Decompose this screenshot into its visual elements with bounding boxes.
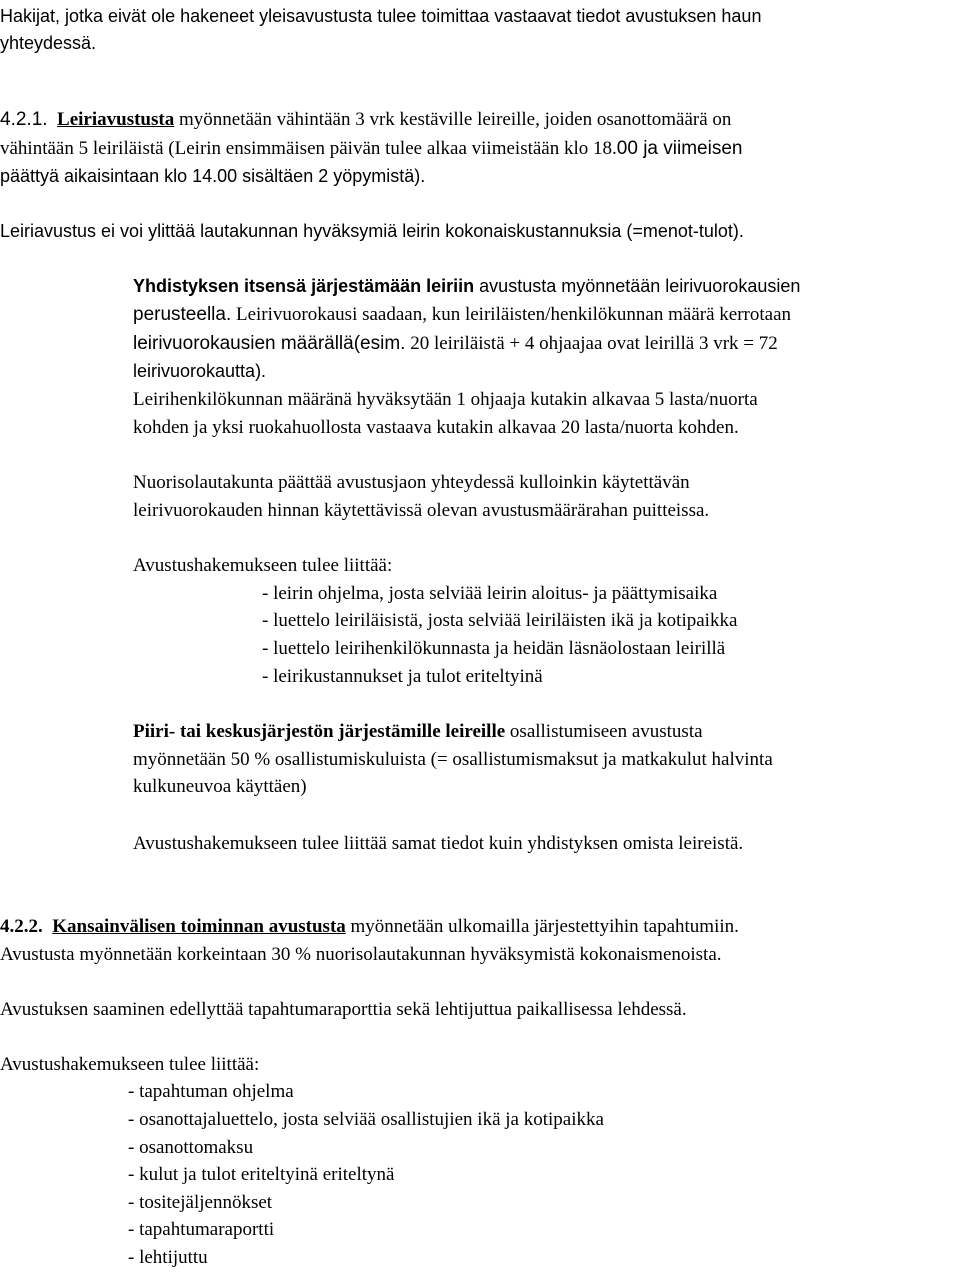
list-item: - leirikustannukset ja tulot eriteltyinä bbox=[262, 666, 543, 687]
paragraph-line: myönnetään 50 % osallistumiskuluista (= osallistumismaksut ja matkakulut halvinta bbox=[133, 749, 773, 770]
paragraph-line: Nuorisolautakunta päättää avustusjaon yhteydessä kulloinkin käytettävän bbox=[133, 472, 690, 493]
list-item: - tapahtumaraportti bbox=[128, 1219, 275, 1240]
attachments-title: Avustushakemukseen tulee liittää: bbox=[0, 1054, 260, 1075]
list-item: - kulut ja tulot eriteltyinä eriteltynä bbox=[128, 1164, 395, 1185]
subsection-heading: Piiri- tai keskusjärjestön järjestämille leireille bbox=[133, 721, 506, 742]
district-heading-line bbox=[133, 718, 703, 745]
paragraph-text: 00 ja viimeisen bbox=[616, 138, 743, 159]
paragraph-text: leirivuorokausien määrällä(esim. bbox=[133, 333, 406, 354]
paragraph-line: päättyä aikaisintaan klo 14.00 sisältäen 2 yöpymistä). bbox=[0, 166, 426, 186]
paragraph-text: 20 leiriläistä + 4 ohjaajaa ovat leirillä 3 vrk = 72 bbox=[410, 333, 778, 354]
attachments-title: Avustushakemukseen tulee liittää: bbox=[133, 555, 393, 576]
section-421-heading-line bbox=[0, 106, 731, 133]
paragraph-line bbox=[0, 135, 742, 162]
subsection-heading: Yhdistyksen itsensä järjestämään leiriin bbox=[133, 276, 475, 296]
section-number: 4.2.2. bbox=[0, 916, 43, 937]
list-item: - lehtijuttu bbox=[128, 1247, 208, 1268]
section-422-heading-line bbox=[0, 913, 739, 940]
paragraph-text: perusteella. bbox=[133, 304, 232, 325]
intro-line: Hakijat, jotka eivät ole hakeneet yleisavustusta tulee toimittaa vastaavat tiedot avustuksen haun bbox=[0, 6, 762, 26]
list-item: - tapahtuman ohjelma bbox=[128, 1081, 294, 1102]
paragraph-line: Avustusta myönnetään korkeintaan 30 % nuorisolautakunnan hyväksymistä kokonaismenoista. bbox=[0, 944, 722, 965]
section-heading: Kansainvälisen toiminnan avustusta bbox=[52, 916, 346, 937]
paragraph-line: Leiriavustus ei voi ylittää lautakunnan hyväksymiä leirin kokonaiskustannuksia (=menot-tulot). bbox=[0, 221, 744, 241]
own-camps-heading-line bbox=[133, 273, 800, 300]
paragraph-line: leirivuorokautta). bbox=[133, 361, 267, 381]
list-item: - luettelo leirihenkilökunnasta ja heidän läsnäolostaan leirillä bbox=[262, 638, 726, 659]
section-heading: Leiriavustusta bbox=[57, 109, 175, 130]
paragraph-line: Avustushakemukseen tulee liittää samat tiedot kuin yhdistyksen omista leireistä. bbox=[133, 833, 744, 854]
list-item: - osanottomaksu bbox=[128, 1137, 254, 1158]
paragraph-line: Avustuksen saaminen edellyttää tapahtumaraporttia sekä lehtijuttua paikallisessa lehdessä. bbox=[0, 999, 687, 1020]
paragraph-text: avustusta myönnetään leirivuorokausien bbox=[479, 276, 801, 296]
paragraph-line: Leirihenkilökunnan määränä hyväksytään 1 ohjaaja kutakin alkavaa 5 lasta/nuorta bbox=[133, 389, 758, 410]
paragraph-text: myönnetään ulkomailla järjestettyihin tapahtumiin. bbox=[350, 916, 739, 937]
paragraph-line: kulkuneuvoa käyttäen) bbox=[133, 776, 307, 797]
paragraph-text: Leirivuorokausi saadaan, kun leiriläisten/henkilökunnan määrä kerrotaan bbox=[235, 304, 792, 325]
paragraph-text: osallistumiseen avustusta bbox=[509, 721, 703, 742]
paragraph-line: kohden ja yksi ruokahuollosta vastaava kutakin alkavaa 20 lasta/nuorta kohden. bbox=[133, 417, 739, 438]
section-number: 4.2.1. bbox=[0, 109, 48, 130]
list-item: - leirin ohjelma, josta selviää leirin aloitus- ja päättymisaika bbox=[262, 583, 718, 604]
paragraph-text: vähintään 5 leiriläistä (Leirin ensimmäisen päivän tulee alkaa viimeistään klo 18. bbox=[0, 138, 617, 159]
paragraph-line bbox=[133, 301, 791, 328]
intro-line: yhteydessä. bbox=[0, 33, 97, 53]
list-item: - luettelo leiriläisistä, josta selviää leiriläisten ikä ja kotipaikka bbox=[262, 610, 738, 631]
paragraph-line bbox=[133, 330, 778, 357]
paragraph-text: myönnetään vähintään 3 vrk kestäville leireille, joiden osanottomäärä on bbox=[178, 109, 732, 130]
list-item: - osanottajaluettelo, josta selviää osallistujien ikä ja kotipaikka bbox=[128, 1109, 604, 1130]
list-item: - tositejäljennökset bbox=[128, 1192, 273, 1213]
paragraph-line: leirivuorokauden hinnan käytettävissä olevan avustusmäärärahan puitteissa. bbox=[133, 500, 710, 521]
